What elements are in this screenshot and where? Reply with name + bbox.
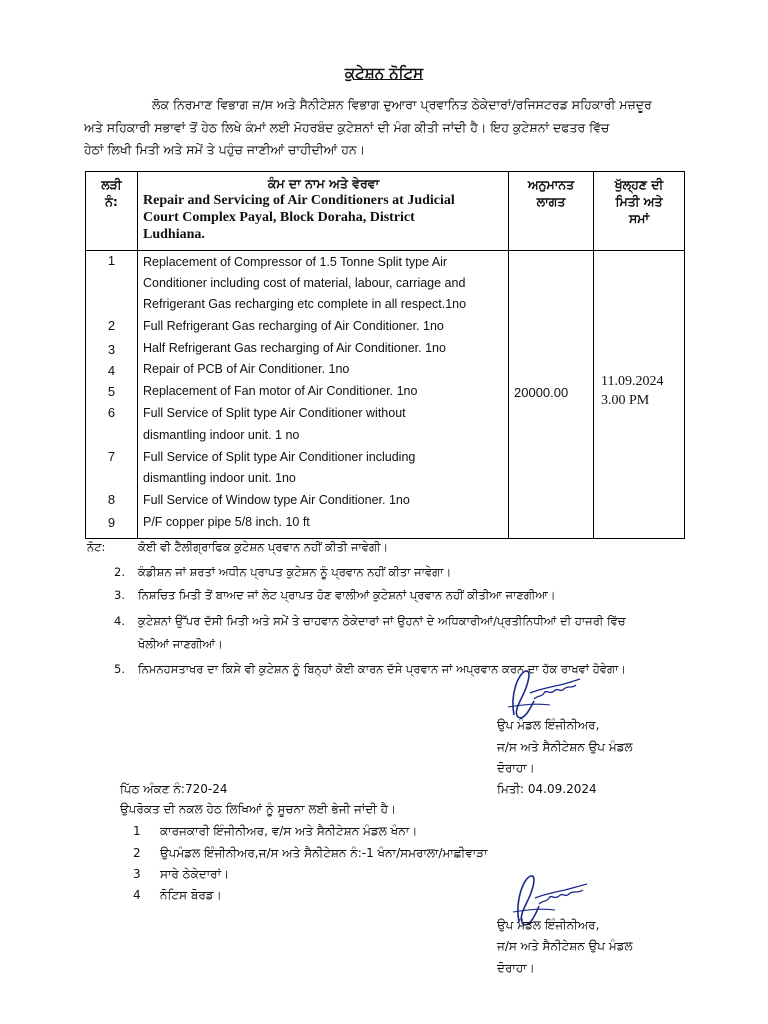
work-item-3: Half Refrigerant Gas recharging of Air Conditioner. 1no xyxy=(143,341,446,355)
work-items-column xyxy=(138,251,509,539)
work-item-1a: Replacement of Compressor of 1.5 Tonne Split type Air xyxy=(143,255,448,269)
signature1-office: ਜ/ਸ ਅਤੇ ਸੈਨੀਟੇਸ਼ਨ ਉਪ ਮੰਡਲ xyxy=(497,740,633,754)
work-item-9: P/F copper pipe 5/8 inch. 10 ft xyxy=(143,515,310,529)
serial-5: 5 xyxy=(107,384,116,399)
work-item-6a: Full Service of Split type Air Conditioner without xyxy=(143,406,406,420)
work-item-7a: Full Service of Split type Air Conditioner including xyxy=(143,450,416,464)
notes-label: ਨੋਟ: xyxy=(87,540,106,554)
serial-1: 1 xyxy=(107,253,116,268)
note-4-number: 4. xyxy=(114,614,125,628)
recipient-3: ਸਾਰੇ ਠੇਕੇਦਾਰਾਂ। xyxy=(160,867,230,881)
header-serial xyxy=(86,172,138,251)
note-1: ਕੋਈ ਵੀ ਟੈਲੀਗ੍ਰਾਫਿਕ ਕੁਟੇਸ਼ਨ ਪ੍ਰਵਾਨ ਨਹੀਂ ਕੀਤੀ ਜਾਵੇਗੀ। xyxy=(138,540,389,554)
work-item-8: Full Service of Window type Air Conditioner. 1no xyxy=(143,493,410,507)
endorsement-date: ਮਿਤੀ: 04.09.2024 xyxy=(497,782,597,796)
recipient-4-number: 4 xyxy=(133,888,141,902)
notice-title: ਕੁਟੇਸ਼ਨ ਨੋਟਿਸ xyxy=(344,64,424,82)
signature1-place: ਦੋਰਾਹਾ। xyxy=(497,761,535,775)
header-opening-line1: ਖੁੱਲ੍ਹਣ ਦੀ xyxy=(614,177,664,192)
work-item-1c: Refrigerant Gas recharging etc complete in all respect.1no xyxy=(143,297,467,311)
work-item-1b: Conditioner including cost of material, labour, carriage and xyxy=(143,276,466,290)
recipient-3-number: 3 xyxy=(133,867,141,881)
header-work-english-3: Ludhiana. xyxy=(143,227,205,242)
intro-line-2: ਅਤੇ ਸਹਿਕਾਰੀ ਸਭਾਵਾਂ ਤੋਂ ਹੇਠ ਲਿਖੇ ਕੰਮਾਂ ਲਈ ਮੋਹਰਬੰਦ ਕੁਟੇਸ਼ਨਾਂ ਦੀ ਮੰਗ ਕੀਤੀ ਜਾਂਦੀ ਹੈ। ਇਹ ਕੁਟੇਸ਼ਨਾਂ ਦਫਤਰ ਵਿੱਚ xyxy=(84,120,610,135)
header-work-english-1: Repair and Servicing of Air Conditioners at Judicial xyxy=(143,193,455,208)
header-work xyxy=(138,172,509,251)
handwritten-signature-1 xyxy=(500,665,590,725)
signature2-designation: ਉਪ ਮੰਡਲ ਇੰਜੀਨੀਅਰ, xyxy=(497,918,600,932)
recipient-1-number: 1 xyxy=(133,824,141,838)
header-work-punjabi: ਕੰਮ ਦਾ ਨਾਮ ਅਤੇ ਵੇਰਵਾ xyxy=(267,176,380,191)
serial-7: 7 xyxy=(107,449,116,464)
header-cost-line1: ਅਨੁਮਾਨਤ xyxy=(527,177,575,192)
signature2-place: ਦੋਰਾਹਾ। xyxy=(497,961,535,975)
endorsement-number: ਪਿੱਠ ਅੰਕਣ ਨੰ:720-24 xyxy=(120,782,228,796)
cost-column xyxy=(509,251,594,539)
header-serial-line2: ਨੰ: xyxy=(105,194,118,209)
recipient-4: ਨੋਟਿਸ ਬੋਰਡ। xyxy=(160,888,222,902)
estimated-cost: 20000.00 xyxy=(514,385,569,400)
work-item-6b: dismantling indoor unit. 1 no xyxy=(143,428,300,442)
recipient-2-number: 2 xyxy=(133,846,141,860)
note-3: ਨਿਸ਼ਚਿਤ ਮਿਤੀ ਤੋਂ ਬਾਅਦ ਜਾਂ ਲੇਟ ਪ੍ਰਾਪਤ ਹੋਣ ਵਾਲੀਆਂ ਕੁਟੇਸ਼ਨਾਂ ਪ੍ਰਵਾਨ ਨਹੀਂ ਕੀਤੀਆ ਜਾਣਗੀਆ। xyxy=(138,588,556,602)
work-item-5: Replacement of Fan motor of Air Conditioner. 1no xyxy=(143,384,418,398)
header-work-english-2: Court Complex Payal, Block Doraha, District xyxy=(143,210,415,225)
work-item-4: Repair of PCB of Air Conditioner. 1no xyxy=(143,362,350,376)
serial-9: 9 xyxy=(107,515,116,530)
header-serial-line1: ਲੜੀ xyxy=(101,177,122,192)
signature2-office: ਜ/ਸ ਅਤੇ ਸੈਨੀਟੇਸ਼ਨ ਉਪ ਮੰਡਲ xyxy=(497,939,633,953)
serial-column xyxy=(86,251,138,539)
work-item-7b: dismantling indoor unit. 1no xyxy=(143,471,296,485)
opening-date: 11.09.2024 xyxy=(601,374,664,389)
note-5: ਨਿਮਨਹਸਤਾਖਰ ਦਾ ਕਿਸੇ ਵੀ ਕੁਟੇਸ਼ਨ ਨੂੰ ਬਿਨ੍ਹਾਂ ਕੋਈ ਕਾਰਨ ਦੱਸੇ ਪ੍ਰਵਾਨ ਜਾਂ ਅਪ੍ਰਵਾਨ ਕਰਨ ਦਾ ਹੱਕ ਰਾਖਵਾਂ ਹੋਵੇਗਾ। xyxy=(138,662,627,676)
opening-time: 3.00 PM xyxy=(601,393,650,408)
serial-4: 4 xyxy=(107,363,116,378)
copy-forwarded-line: ਉਪਰੋਕਤ ਦੀ ਨਕਲ ਹੇਠ ਲਿਖਿਆਂ ਨੂੰ ਸੂਚਨਾ ਲਈ ਭੇਜੀ ਜਾਂਦੀ ਹੈ। xyxy=(120,802,397,816)
note-4-line1: ਕੁਟੇਸ਼ਨਾਂ ਉੱਪਰ ਦੱਸੀ ਮਿਤੀ ਅਤੇ ਸਮੇਂ ਤੇ ਚਾਹਵਾਨ ਠੇਕੇਦਾਰਾਂ ਜਾਂ ਉਹਨਾਂ ਦੇ ਅਧਿਕਾਰੀਆਂ/ਪ੍ਰਤੀਨਿਧੀਆਂ ਦੀ ਹਾਜਰੀ ਵਿੱਚ xyxy=(138,614,626,628)
recipient-2: ਉਪਮੰਡਲ ਇੰਜੀਨੀਅਰ,ਜ/ਸ ਅਤੇ ਸੈਨੀਟੇਸ਼ਨ ਨੰ:-1 ਖੰਨਾ/ਸਮਰਾਲਾ/ਮਾਛੀਵਾੜਾ xyxy=(160,846,488,860)
note-4-line2: ਖੋਲੀਆਂ ਜਾਣਗੀਆਂ। xyxy=(138,637,223,651)
note-3-number: 3. xyxy=(114,588,125,602)
header-opening-line3: ਸਮਾਂ xyxy=(628,211,650,226)
header-opening xyxy=(594,172,685,251)
intro-line-3: ਹੇਠਾਂ ਲਿਖੀ ਮਿਤੀ ਅਤੇ ਸਮੇਂ ਤੇ ਪਹੁੰਚ ਜਾਣੀਆਂ ਚਾਹੀਦੀਆਂ ਹਨ। xyxy=(84,142,366,157)
serial-8: 8 xyxy=(107,492,116,507)
serial-2: 2 xyxy=(107,318,116,333)
serial-3: 3 xyxy=(107,342,116,357)
intro-line-1: ਲੋਕ ਨਿਰਮਾਣ ਵਿਭਾਗ ਜ/ਸ ਅਤੇ ਸੈਨੀਟੇਸ਼ਨ ਵਿਭਾਗ ਦੁਆਰਾ ਪ੍ਰਵਾਨਿਤ ਠੇਕੇਦਾਰਾਂ/ਰਜਿਸਟਰਡ ਸਹਿਕਾਰੀ ਮਜ਼ਦੂਰ xyxy=(152,97,652,112)
recipient-1: ਕਾਰਜਕਾਰੀ ਇੰਜੀਨੀਅਰ, ਵ/ਸ ਅਤੇ ਸੈਨੀਟੇਸ਼ਨ ਮੰਡਲ ਖੰਨਾ। xyxy=(160,824,418,838)
note-2-number: 2. xyxy=(114,565,125,579)
table-body-row xyxy=(86,251,685,539)
signature1-designation: ਉਪ ਮੰਡਲ ਇੰਜੀਨੀਅਰ, xyxy=(497,718,600,732)
note-5-number: 5. xyxy=(114,662,125,676)
serial-6: 6 xyxy=(107,405,116,420)
header-cost xyxy=(509,172,594,251)
note-2: ਕੰਡੀਸ਼ਨ ਜਾਂ ਸ਼ਰਤਾਂ ਅਧੀਨ ਪ੍ਰਾਪਤ ਕੁਟੇਸ਼ਨ ਨੂੰ ਪ੍ਰਵਾਨ ਨਹੀਂ ਕੀਤਾ ਜਾਵੇਗਾ। xyxy=(138,565,452,579)
header-opening-line2: ਮਿਤੀ ਅਤੇ xyxy=(615,194,663,209)
opening-column xyxy=(594,251,685,539)
table-header-row xyxy=(86,172,685,251)
quotation-table xyxy=(85,171,685,539)
header-cost-line2: ਲਾਗਤ xyxy=(536,194,566,209)
work-item-2: Full Refrigerant Gas recharging of Air Conditioner. 1no xyxy=(143,319,444,333)
